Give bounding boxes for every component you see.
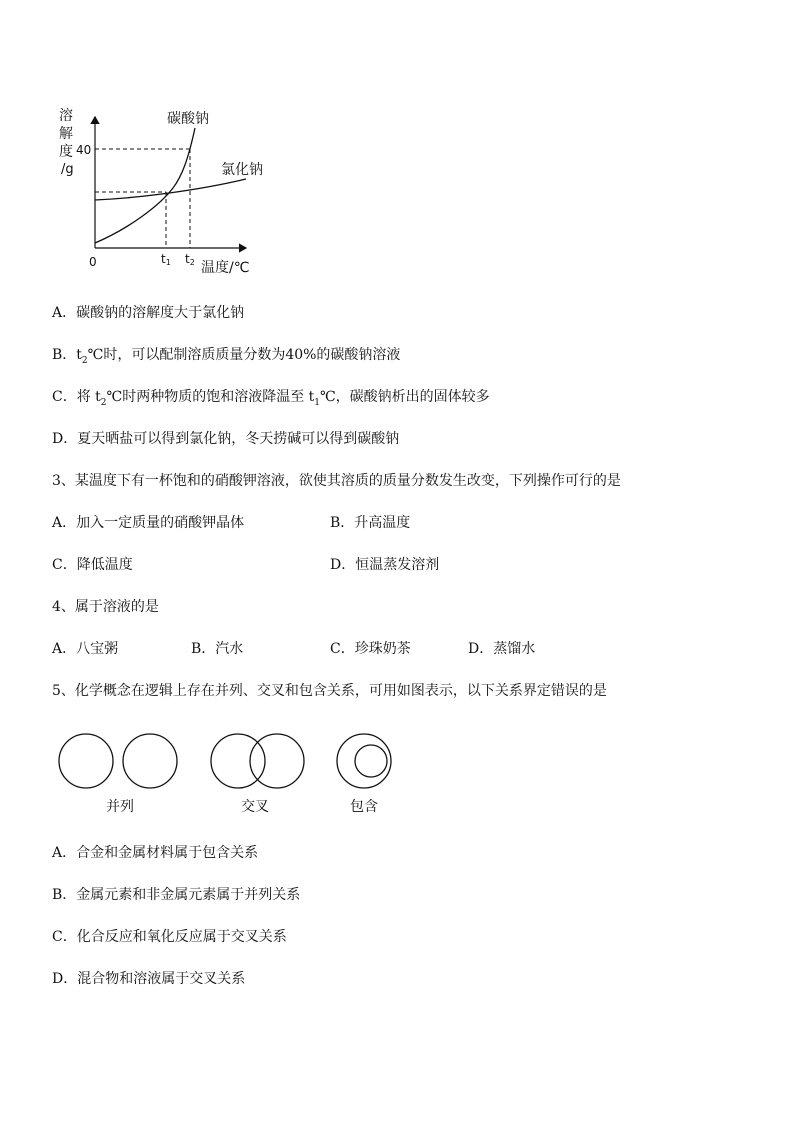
ylabel-char-2: 度 (59, 144, 73, 160)
q2-option-c: C．将 $t_2℃$时两种物质的饱和溶液降温至 $t_1℃$，碳酸钠析出的固体较多 (52, 389, 490, 408)
q2-option-a: A．碳酸钠的溶解度大于氯化钠 (52, 305, 245, 321)
q3-stem: 3、某温度下有一杯饱和的硝酸钾溶液，欲使其溶质的质量分数发生改变，下列操作可行的是 (52, 473, 621, 489)
ylabel-char-3: /g (61, 162, 74, 177)
relationship-diagram (0, 720, 794, 830)
q3-option-d: D．恒温蒸发溶剂 (330, 557, 440, 573)
q5-option-b: B．金属元素和非金属元素属于并列关系 (52, 887, 301, 903)
ylabel-char-0: 溶 (59, 108, 73, 124)
contain-circle-outer (337, 734, 391, 788)
label-contain: 包含 (350, 799, 378, 815)
series-sodium-carbonate-line (95, 128, 195, 243)
origin-label: 0 (89, 255, 97, 269)
x-tick-t1: t1 (161, 252, 171, 267)
parallel-circle-left (59, 734, 113, 788)
solubility-chart (0, 0, 794, 290)
q4-option-d: D．蒸馏水 (468, 641, 536, 657)
q4-stem: 4、属于溶液的是 (52, 599, 159, 615)
ylabel-char-1: 解 (59, 126, 73, 142)
label-parallel: 并列 (106, 799, 134, 815)
q4-option-b: B．汽水 (191, 641, 244, 657)
x-axis-label: 温度/℃ (201, 260, 250, 276)
cross-circle-right (250, 734, 304, 788)
series-sodium-chloride-label: 氯化钠 (221, 162, 263, 178)
q5-option-a: A．合金和金属材料属于包含关系 (52, 845, 259, 861)
series-sodium-carbonate-label: 碳酸钠 (167, 111, 209, 127)
q5-option-d: D．混合物和溶液属于交叉关系 (52, 971, 246, 987)
q2-option-d: D．夏天晒盐可以得到氯化钠，冬天捞碱可以得到碳酸钠 (52, 431, 400, 447)
parallel-circle-right (123, 734, 177, 788)
x-tick-t2: t2 (185, 252, 195, 267)
q4-option-a: A．八宝粥 (52, 641, 119, 657)
q2-option-b: B．$t_2℃$时，可以配制溶质质量分数为40%的碳酸钠溶液 (52, 347, 401, 366)
q3-option-b: B．升高温度 (330, 515, 411, 531)
q4-option-c: C．珍珠奶茶 (330, 641, 411, 657)
series-sodium-chloride-line (95, 179, 246, 200)
q3-option-a: A．加入一定质量的硝酸钾晶体 (52, 515, 245, 531)
label-cross: 交叉 (241, 799, 269, 815)
contain-circle-inner (355, 745, 387, 777)
q5-option-c: C．化合反应和氧化反应属于交叉关系 (52, 929, 287, 945)
q3-option-c: C．降低温度 (52, 557, 133, 573)
y-tick-40: 40 (76, 143, 92, 157)
q5-stem: 5、化学概念在逻辑上存在并列、交叉和包含关系，可用如图表示，以下关系界定错误的是 (52, 683, 607, 699)
